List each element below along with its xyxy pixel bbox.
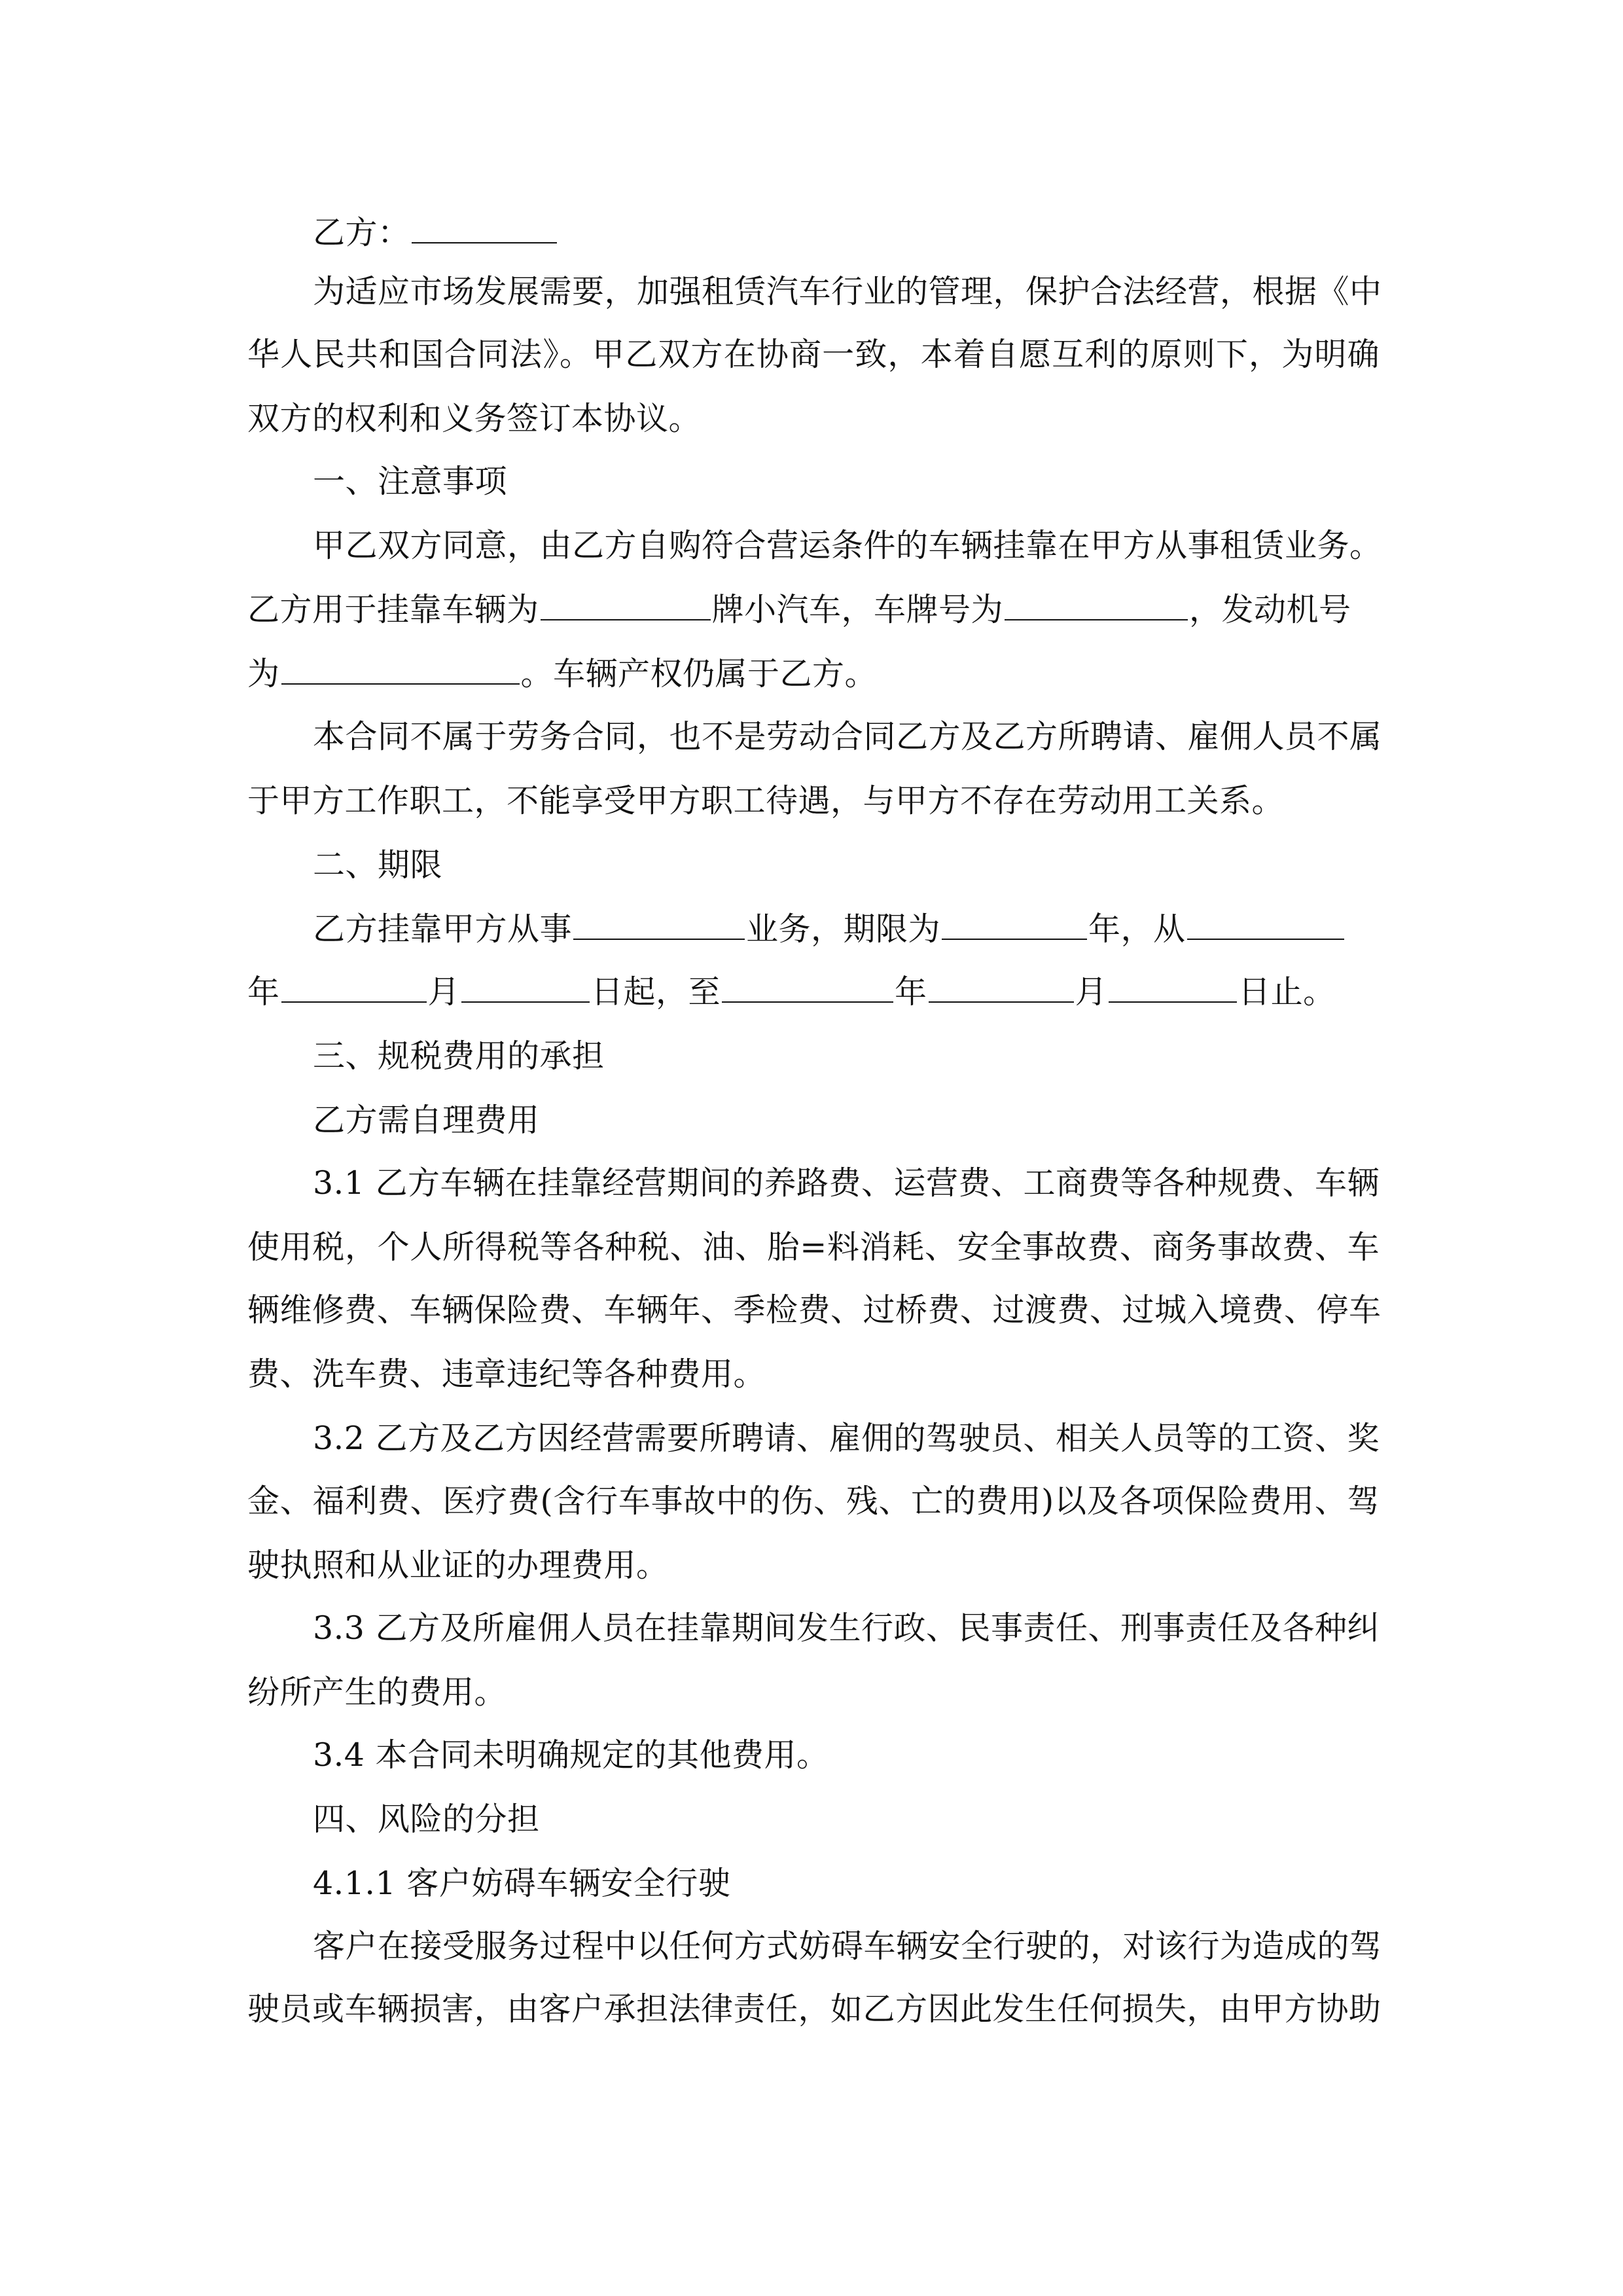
vehicle-text-b: 牌小汽车，车牌号为 bbox=[711, 591, 1004, 628]
section-1-para-1: 甲乙双方同意，由乙方自购符合营运条件的车辆挂靠在甲方从事租赁业务。 bbox=[313, 527, 1382, 564]
party-b-blank bbox=[412, 213, 557, 243]
start-year-blank bbox=[1187, 910, 1344, 940]
plate-number-blank bbox=[1005, 590, 1188, 620]
section-3-subheading: 乙方需自理费用 bbox=[313, 1102, 540, 1139]
clause-3-2-line-2: 金、福利费、医疗费(含行车事故中的伤、残、亡的费用)以及各项保险费用、驾 bbox=[247, 1482, 1380, 1520]
clause-3-2-line-3: 驶执照和从业证的办理费用。 bbox=[247, 1547, 669, 1584]
vehicle-text-a: 乙方用于挂靠车辆为 bbox=[247, 591, 539, 628]
term-text-b: 业务，期限为 bbox=[746, 910, 941, 948]
section-4-para-line-1: 客户在接受服务过程中以任何方式妨碍车辆安全行驶的，对该行为造成的驾 bbox=[313, 1928, 1382, 1965]
term-text-i: 日止。 bbox=[1238, 973, 1336, 1011]
vehicle-brand-blank bbox=[541, 590, 711, 620]
section-4-para-line-2: 驶员或车辆损害，由客户承担法律责任，如乙方因此发生任何损失，由甲方协助 bbox=[247, 1990, 1382, 2028]
start-month-blank bbox=[281, 973, 427, 1003]
end-year-blank bbox=[722, 973, 893, 1003]
section-4-heading: 四、风险的分担 bbox=[313, 1801, 540, 1838]
section-1-para-5: 于甲方工作职工，不能享受甲方职工待遇，与甲方不存在劳动用工关系。 bbox=[247, 782, 1285, 819]
section-1-vehicle-line bbox=[247, 590, 1351, 630]
clause-3-1-line-1: 3.1 乙方车辆在挂靠经营期间的养路费、运营费、工商费等各种规费、车辆 bbox=[313, 1164, 1380, 1202]
term-text-c: 年，从 bbox=[1088, 910, 1186, 948]
clause-3-2-line-1: 3.2 乙方及乙方因经营需要所聘请、雇佣的驾驶员、相关人员等的工资、奖 bbox=[313, 1420, 1380, 1457]
term-years-blank bbox=[942, 910, 1087, 940]
term-text-g: 年 bbox=[895, 973, 927, 1011]
intro-line-3: 双方的权利和义务签订本协议。 bbox=[247, 400, 702, 437]
term-text-h: 月 bbox=[1075, 973, 1108, 1011]
end-month-blank bbox=[929, 973, 1074, 1003]
clause-3-3-line-2: 纷所产生的费用。 bbox=[247, 1674, 507, 1711]
term-text-e: 月 bbox=[427, 973, 461, 1011]
engine-text-a: 为 bbox=[247, 655, 280, 692]
section-1-engine-line bbox=[247, 655, 877, 694]
clause-3-3-line-1: 3.3 乙方及所雇佣人员在挂靠期间发生行政、民事责任、刑事责任及各种纠 bbox=[313, 1609, 1380, 1647]
engine-text-b: 。车辆产权仍属于乙方。 bbox=[520, 655, 878, 692]
term-text-a: 乙方挂靠甲方从事 bbox=[313, 910, 573, 948]
clause-3-1-line-4: 费、洗车费、违章违纪等各种费用。 bbox=[247, 1355, 766, 1393]
term-text-f: 日起，至 bbox=[591, 973, 721, 1011]
intro-line-1: 为适应市场发展需要，加强租赁汽车行业的管理，保护合法经营，根据《中 bbox=[313, 273, 1382, 310]
section-2-heading: 二、期限 bbox=[313, 846, 443, 884]
section-2-line-2 bbox=[247, 973, 1336, 1012]
party-b-line bbox=[313, 213, 558, 253]
section-3-heading: 三、规税费用的承担 bbox=[313, 1037, 605, 1075]
engine-number-blank bbox=[281, 655, 520, 685]
clause-3-1-line-2: 使用税，个人所得税等各种税、油、胎=料消耗、安全事故费、商务事故费、车 bbox=[247, 1229, 1380, 1266]
term-text-d: 年 bbox=[247, 973, 280, 1011]
section-1-heading: 一、注意事项 bbox=[313, 463, 508, 500]
clause-3-4: 3.4 本合同未明确规定的其他费用。 bbox=[313, 1736, 829, 1774]
party-b-label: 乙方： bbox=[313, 214, 410, 251]
intro-line-2: 华人民共和国合同法》。甲乙双方在协商一致，本着自愿互利的原则下，为明确 bbox=[247, 336, 1380, 373]
section-4-subheading: 4.1.1 客户妨碍车辆安全行驶 bbox=[313, 1865, 731, 1902]
end-day-blank bbox=[1109, 973, 1237, 1003]
section-2-line-1 bbox=[313, 910, 1346, 949]
clause-3-1-line-3: 辆维修费、车辆保险费、车辆年、季检费、过桥费、过渡费、过城入境费、停车 bbox=[247, 1291, 1382, 1329]
section-1-para-4: 本合同不属于劳务合同，也不是劳动合同乙方及乙方所聘请、雇佣人员不属 bbox=[313, 718, 1382, 755]
business-blank bbox=[573, 910, 745, 940]
vehicle-text-c: ，发动机号 bbox=[1189, 591, 1351, 628]
start-day-blank bbox=[461, 973, 590, 1003]
